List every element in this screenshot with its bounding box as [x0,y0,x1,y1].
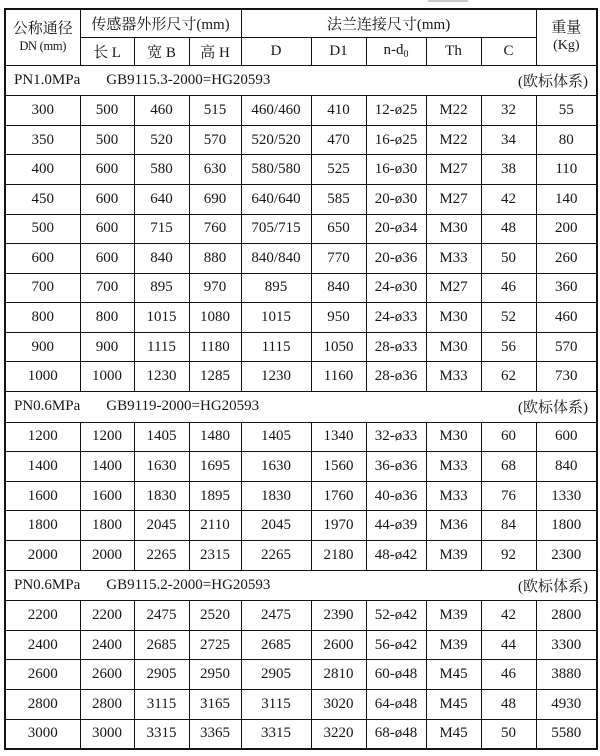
cell-value: 1115 [134,332,189,362]
cell-value: 580 [134,155,189,185]
header-nominal-diameter [5,9,80,65]
section-standard-code: GB9115.2-2000=HG20593 [106,576,271,593]
table-row [5,481,597,511]
cell-value: 2475 [241,601,311,631]
header-length-l: 长 L [80,37,134,65]
cell-value: M39 [426,630,481,660]
cell-value: 42 [481,184,536,214]
header-flange-connection-group: 法兰连接尺寸(mm) [241,9,536,37]
cell-value: 520 [134,125,189,155]
flange-dimension-table [4,8,598,750]
header-c: C [481,37,536,65]
cell-value: 1015 [134,303,189,333]
header-n-d0-subscript: 0 [403,49,409,60]
cell-value: 880 [189,244,241,274]
cell-value: 48 [481,214,536,244]
cell-value: 1480 [189,422,241,452]
cell-value: 2905 [134,660,189,690]
section-header-content [6,70,596,91]
cell-value: 715 [134,214,189,244]
header-th: Th [426,37,481,65]
cell-value: 760 [189,214,241,244]
cell-dn: 600 [5,244,80,274]
cell-value: 895 [241,273,311,303]
section-standard-note: (欧标体系) [518,73,589,90]
cell-value: 1230 [241,362,311,392]
cell-value: 1405 [241,422,311,452]
cell-value: 3365 [189,719,241,749]
cell-value: 1830 [241,481,311,511]
cell-value: 900 [80,332,134,362]
cell-value: 840 [134,244,189,274]
cell-value: M22 [426,125,481,155]
section-header-row [5,570,597,601]
cell-value: 1080 [189,303,241,333]
table-row [5,96,597,126]
cell-value: 895 [134,273,189,303]
cell-value: 2180 [311,541,366,571]
header-width-b: 宽 B [134,37,189,65]
cell-value: 1200 [80,422,134,452]
cell-value: 1830 [134,481,189,511]
header-weight-unit: (Kg) [553,38,580,54]
table-row [5,630,597,660]
cell-value: M27 [426,273,481,303]
cell-value: 2300 [536,541,597,571]
cell-value: 2800 [536,601,597,631]
table-row [5,719,597,749]
cell-value: M33 [426,452,481,482]
table-row [5,690,597,720]
cell-value: 42 [481,601,536,631]
cell-value: 3020 [311,690,366,720]
cell-value: 800 [80,303,134,333]
scan-artifact [428,0,468,2]
cell-dn: 900 [5,332,80,362]
cell-value: 3300 [536,630,597,660]
cell-value: 1600 [80,481,134,511]
cell-value: 50 [481,244,536,274]
cell-value: 20-ø30 [366,184,426,214]
cell-value: 5580 [536,719,597,749]
cell-value: 460 [536,303,597,333]
cell-dn: 1600 [5,481,80,511]
table-header [5,9,597,65]
cell-value: 16-ø25 [366,125,426,155]
cell-value: M45 [426,660,481,690]
table-row [5,422,597,452]
cell-value: M30 [426,303,481,333]
table-row [5,125,597,155]
cell-value: M30 [426,214,481,244]
cell-value: 2045 [134,511,189,541]
cell-value: 1340 [311,422,366,452]
cell-value: 20-ø34 [366,214,426,244]
cell-value: 585 [311,184,366,214]
cell-value: 260 [536,244,597,274]
cell-value: 1160 [311,362,366,392]
cell-value: 1180 [189,332,241,362]
cell-value: 3000 [80,719,134,749]
table-row [5,273,597,303]
header-nominal-diameter-unit: DN (mm) [19,39,67,54]
cell-value: 840 [311,273,366,303]
cell-value: M33 [426,362,481,392]
cell-value: 1800 [536,511,597,541]
cell-value: M30 [426,332,481,362]
cell-dn: 1200 [5,422,80,452]
section-pressure-rating: PN0.6MPa [14,398,81,415]
cell-value: 2905 [241,660,311,690]
header-weight-cn: 重量 [551,20,582,37]
cell-dn: 1400 [5,452,80,482]
cell-value: 770 [311,244,366,274]
header-n-d0 [366,37,426,65]
cell-value: 60 [481,422,536,452]
cell-value: 460 [134,96,189,126]
cell-value: 1015 [241,303,311,333]
cell-value: 1630 [134,452,189,482]
cell-value: 20-ø36 [366,244,426,274]
cell-value: 48-ø42 [366,541,426,571]
cell-value: 2265 [241,541,311,571]
cell-value: 650 [311,214,366,244]
cell-value: 3315 [134,719,189,749]
header-n-d0-label: n-d [383,42,404,58]
cell-value: 84 [481,511,536,541]
cell-value: 50 [481,719,536,749]
cell-value: 56 [481,332,536,362]
cell-value: 470 [311,125,366,155]
cell-value: 2520 [189,601,241,631]
cell-value: 3115 [134,690,189,720]
cell-value: 34 [481,125,536,155]
cell-value: 730 [536,362,597,392]
cell-dn: 300 [5,96,80,126]
cell-value: 28-ø33 [366,332,426,362]
cell-value: 410 [311,96,366,126]
table-body [5,65,597,749]
cell-value: 640/640 [241,184,311,214]
table-row [5,601,597,631]
cell-value: 700 [80,273,134,303]
table-row [5,452,597,482]
cell-dn: 2800 [5,690,80,720]
cell-dn: 1800 [5,511,80,541]
cell-value: 80 [536,125,597,155]
header-weight [536,9,597,65]
table-row [5,362,597,392]
table-row [5,303,597,333]
cell-value: 2800 [80,690,134,720]
cell-value: 2400 [80,630,134,660]
cell-value: M45 [426,719,481,749]
cell-value: 500 [80,125,134,155]
cell-value: 2265 [134,541,189,571]
cell-value: 38 [481,155,536,185]
cell-value: 2685 [134,630,189,660]
table-row [5,214,597,244]
cell-value: 840 [536,452,597,482]
section-header-row [5,392,597,423]
cell-value: 1405 [134,422,189,452]
cell-value: 1050 [311,332,366,362]
cell-value: 60-ø48 [366,660,426,690]
cell-dn: 800 [5,303,80,333]
cell-value: 1330 [536,481,597,511]
cell-value: M22 [426,96,481,126]
cell-value: 840/840 [241,244,311,274]
cell-value: 360 [536,273,597,303]
cell-value: 68-ø48 [366,719,426,749]
cell-value: 2725 [189,630,241,660]
cell-value: 52 [481,303,536,333]
cell-value: 2000 [80,541,134,571]
cell-value: M27 [426,155,481,185]
section-pressure-rating: PN1.0MPa [14,71,81,88]
cell-value: M39 [426,601,481,631]
cell-value: 630 [189,155,241,185]
table-row [5,244,597,274]
cell-dn: 2400 [5,630,80,660]
cell-dn: 400 [5,155,80,185]
cell-value: 2475 [134,601,189,631]
cell-value: M30 [426,422,481,452]
cell-value: 1760 [311,481,366,511]
header-d1: D1 [311,37,366,65]
cell-value: 2200 [80,601,134,631]
cell-value: 1970 [311,511,366,541]
cell-value: M39 [426,541,481,571]
cell-value: 92 [481,541,536,571]
cell-value: 16-ø30 [366,155,426,185]
cell-value: 2315 [189,541,241,571]
cell-value: 46 [481,660,536,690]
cell-value: M33 [426,244,481,274]
cell-value: 515 [189,96,241,126]
header-sensor-dimensions-group: 传感器外形尺寸(mm) [80,9,241,37]
cell-dn: 2000 [5,541,80,571]
cell-value: 12-ø25 [366,96,426,126]
cell-value: 44 [481,630,536,660]
cell-value: 48 [481,690,536,720]
cell-value: 140 [536,184,597,214]
section-header-content [6,575,596,596]
cell-value: 46 [481,273,536,303]
cell-value: 2685 [241,630,311,660]
cell-value: 110 [536,155,597,185]
cell-value: 1285 [189,362,241,392]
cell-value: 3165 [189,690,241,720]
cell-value: 62 [481,362,536,392]
cell-value: 1115 [241,332,311,362]
cell-value: 24-ø33 [366,303,426,333]
cell-value: M27 [426,184,481,214]
cell-value: 2045 [241,511,311,541]
cell-dn: 350 [5,125,80,155]
table-row [5,660,597,690]
cell-value: 600 [80,155,134,185]
header-d: D [241,37,311,65]
cell-value: 2810 [311,660,366,690]
cell-value: 36-ø36 [366,452,426,482]
section-standard-code: GB9119-2000=HG20593 [106,398,260,415]
cell-value: M45 [426,690,481,720]
cell-value: 200 [536,214,597,244]
cell-value: 76 [481,481,536,511]
cell-value: 1230 [134,362,189,392]
cell-value: 570 [536,332,597,362]
cell-dn: 1000 [5,362,80,392]
cell-value: 1895 [189,481,241,511]
table-row [5,511,597,541]
section-standard-code: GB9115.3-2000=HG20593 [106,71,271,88]
cell-value: 1800 [80,511,134,541]
cell-value: 570 [189,125,241,155]
cell-dn: 500 [5,214,80,244]
cell-value: 2600 [80,660,134,690]
cell-value: 950 [311,303,366,333]
cell-dn: 3000 [5,719,80,749]
cell-value: 3880 [536,660,597,690]
section-pressure-rating: PN0.6MPa [14,576,81,593]
cell-value: 2390 [311,601,366,631]
cell-value: 970 [189,273,241,303]
cell-value: 2110 [189,511,241,541]
section-header-cell [5,65,597,96]
cell-value: 44-ø39 [366,511,426,541]
cell-value: 1695 [189,452,241,482]
cell-value: 4930 [536,690,597,720]
section-header-cell [5,570,597,601]
cell-value: 1400 [80,452,134,482]
table-row [5,155,597,185]
cell-value: 705/715 [241,214,311,244]
cell-value: M33 [426,481,481,511]
cell-value: 3115 [241,690,311,720]
cell-value: 24-ø30 [366,273,426,303]
cell-value: 1000 [80,362,134,392]
cell-value: 690 [189,184,241,214]
cell-value: 1630 [241,452,311,482]
cell-value: 460/460 [241,96,311,126]
cell-value: 520/520 [241,125,311,155]
section-header-cell [5,392,597,423]
cell-value: 3315 [241,719,311,749]
cell-value: 32-ø33 [366,422,426,452]
table-row [5,184,597,214]
cell-dn: 700 [5,273,80,303]
cell-value: 68 [481,452,536,482]
cell-value: 640 [134,184,189,214]
cell-value: 600 [80,244,134,274]
cell-value: M36 [426,511,481,541]
cell-value: 56-ø42 [366,630,426,660]
cell-value: 2950 [189,660,241,690]
cell-value: 64-ø48 [366,690,426,720]
section-standard-note: (欧标体系) [518,400,589,417]
header-row-subcolumns [5,37,597,65]
cell-value: 3220 [311,719,366,749]
cell-value: 1560 [311,452,366,482]
cell-value: 2600 [311,630,366,660]
section-standard-note: (欧标体系) [518,578,589,595]
cell-dn: 2600 [5,660,80,690]
cell-value: 525 [311,155,366,185]
table-row [5,541,597,571]
table-row [5,332,597,362]
header-row-groups [5,9,597,37]
cell-dn: 450 [5,184,80,214]
cell-value: 600 [80,214,134,244]
section-header-content [6,396,596,417]
cell-value: 28-ø36 [366,362,426,392]
cell-value: 55 [536,96,597,126]
cell-value: 600 [536,422,597,452]
cell-value: 52-ø42 [366,601,426,631]
cell-value: 580/580 [241,155,311,185]
cell-value: 500 [80,96,134,126]
section-header-row [5,65,597,96]
cell-dn: 2200 [5,601,80,631]
cell-value: 40-ø36 [366,481,426,511]
cell-value: 32 [481,96,536,126]
cell-value: 600 [80,184,134,214]
header-nominal-diameter-cn: 公称通径 [12,21,73,38]
header-height-h: 高 H [189,37,241,65]
